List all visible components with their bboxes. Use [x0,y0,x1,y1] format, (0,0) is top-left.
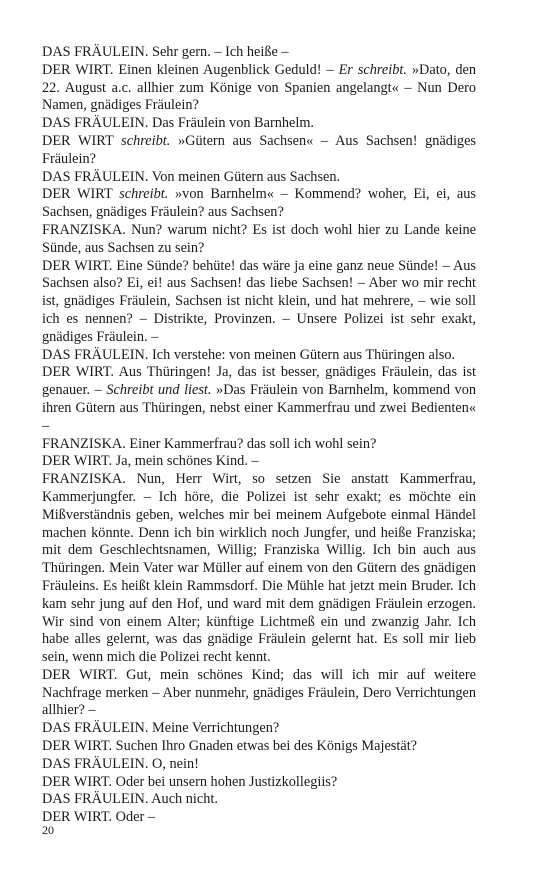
stage-direction: schreibt. [119,186,169,203]
dialogue-line [42,169,476,187]
dialogue-line [42,436,476,454]
dialogue-line [42,62,476,115]
dialogue-text-segment: DER WIRT. Ja, mein schönes Kind. – [42,453,259,470]
stage-direction: Er schreibt. [338,61,407,78]
dialogue-line [42,44,476,62]
dialogue-text-segment: DAS FRÄULEIN. Meine Verrichtungen? [42,720,280,737]
dialogue-text-segment: DAS FRÄULEIN. Das Fräulein von Barnhelm. [42,115,315,132]
dialogue-text-segment: DAS FRÄULEIN. Sehr gern. – Ich heiße – [42,44,289,60]
dialogue-text-segment: DER WIRT. Suchen Ihro Gnaden etwas bei des Königs Majestät? [42,738,418,755]
dialogue-text-segment: »Gütern aus Sachsen« – Aus Sachsen! gnädiges Fräulein? [42,132,476,167]
dialogue-line [42,471,476,667]
dialogue-line [42,453,476,471]
dialogue-text-segment: DER WIRT. Aus Thüringen! Ja, das ist besser, gnädiges Fräulein, das ist genauer. – [42,364,476,399]
dialogue-text-segment: DAS FRÄULEIN. Von meinen Gütern aus Sachsen. [42,168,341,185]
dialogue-text-segment: DER WIRT [42,132,122,149]
dialogue-line [42,720,476,738]
dialogue-text-segment: DER WIRT. Gut, mein schönes Kind; das will ich mir auf weitere Nachfrage merken – Aber nunmehr, gnädiges Fräulein, Dero Verrichtungen allhier? – [42,666,476,719]
dialogue-text-segment: DAS FRÄULEIN. Ich verstehe: von meinen Gütern aus Thüringen also. [42,346,456,363]
dialogue-text-segment: DER WIRT. Einen kleinen Augenblick Geduld! – [42,61,339,78]
dialogue-line [42,791,476,809]
dialogue-line [42,222,476,258]
dialogue-text-segment: »von Barnhelm« – Kommend? woher, Ei, ei, aus Sachsen, gnädiges Fräulein? aus Sachsen? [42,186,476,221]
dialogue-line [42,756,476,774]
dialogue-line [42,258,476,347]
dialogue-text-segment: DAS FRÄULEIN. O, nein! [42,755,199,772]
dialogue-line [42,115,476,133]
page-number: 20 [42,823,54,837]
dialogue-text-segment: »Das Fräulein von Barnhelm, kommend von ihren Gütern aus Thüringen, nebst einer Kammerfrau und zwei Bedienten« – [42,382,477,434]
dialogue-text-segment: FRANZISKA. Nun, Herr Wirt, so setzen Sie anstatt Kammerfrau, Kammerjungfer. – Ich höre, die Polizei ist sehr exakt; es möchte ein Mißverständnis geben, welches mir bei meinem Aufgebote einmal Händel machen könnte. Denn ich bin wirklich noch Jungfer, und heiße Franziska; mit dem Geschlechtsnamen, Willig; Franziska Willig. Ich bin auch aus Thüringen. Mein Vater war Müller auf einem von den Gütern des gnädigen Fräuleins. Es heißt klein Rammsdorf. Die Mühle hat jetzt mein Bruder. Ich kam sehr jung auf den Hof, und ward mit dem gnädigen Fräulein erzogen. Wir sind von einem Alter; künftige Lichtmeß ein und zwanzig Jahr. Ich habe alles gelernt, was das gnädige Fräulein gelernt hat. Es soll mir lieb sein, wenn mich die Polizei recht kennt. [42,471,476,666]
dialogue-line [42,347,476,365]
dialogue-text-segment: FRANZISKA. Nun? warum nicht? Es ist doch wohl hier zu Lande keine Sünde, aus Sachsen zu sein? [42,221,476,256]
dialogue-line [42,364,476,435]
dialogue-text [42,44,476,827]
dialogue-text-segment: »Dato, den 22. August a.c. allhier zum Könige von Spanien angelangt« – Nun Dero Namen, gnädiges Fräulein? [42,61,476,114]
dialogue-line [42,738,476,756]
dialogue-line [42,186,476,222]
dialogue-line [42,809,476,827]
dialogue-text-segment: DER WIRT. Oder bei unsern hohen Justizkollegiis? [42,773,338,790]
stage-direction: Schreibt und liest. [106,382,212,399]
dialogue-line [42,667,476,720]
dialogue-text-segment: DER WIRT [42,186,120,203]
stage-direction: schreibt. [121,132,171,149]
dialogue-text-segment: DER WIRT. Oder – [42,809,155,826]
dialogue-line [42,774,476,792]
dialogue-line [42,133,476,169]
dialogue-text-segment: DER WIRT. Eine Sünde? behüte! das wäre ja eine ganz neue Sünde! – Aus Sachsen also? Ei, ei! aus Sachsen! das liebe Sachsen! – Aber wo mir recht ist, gnädiges Fräulein, Sachsen ist nicht klein, und hat mehrere, – wie soll ich es nennen? – Distrikte, Provinzen. – Unsere Polizei ist sehr exakt, gnädiges Fräulein. – [42,257,476,345]
dialogue-text-segment: FRANZISKA. Einer Kammerfrau? das soll ich wohl sein? [42,435,377,452]
dialogue-text-segment: DAS FRÄULEIN. Auch nicht. [42,791,218,808]
